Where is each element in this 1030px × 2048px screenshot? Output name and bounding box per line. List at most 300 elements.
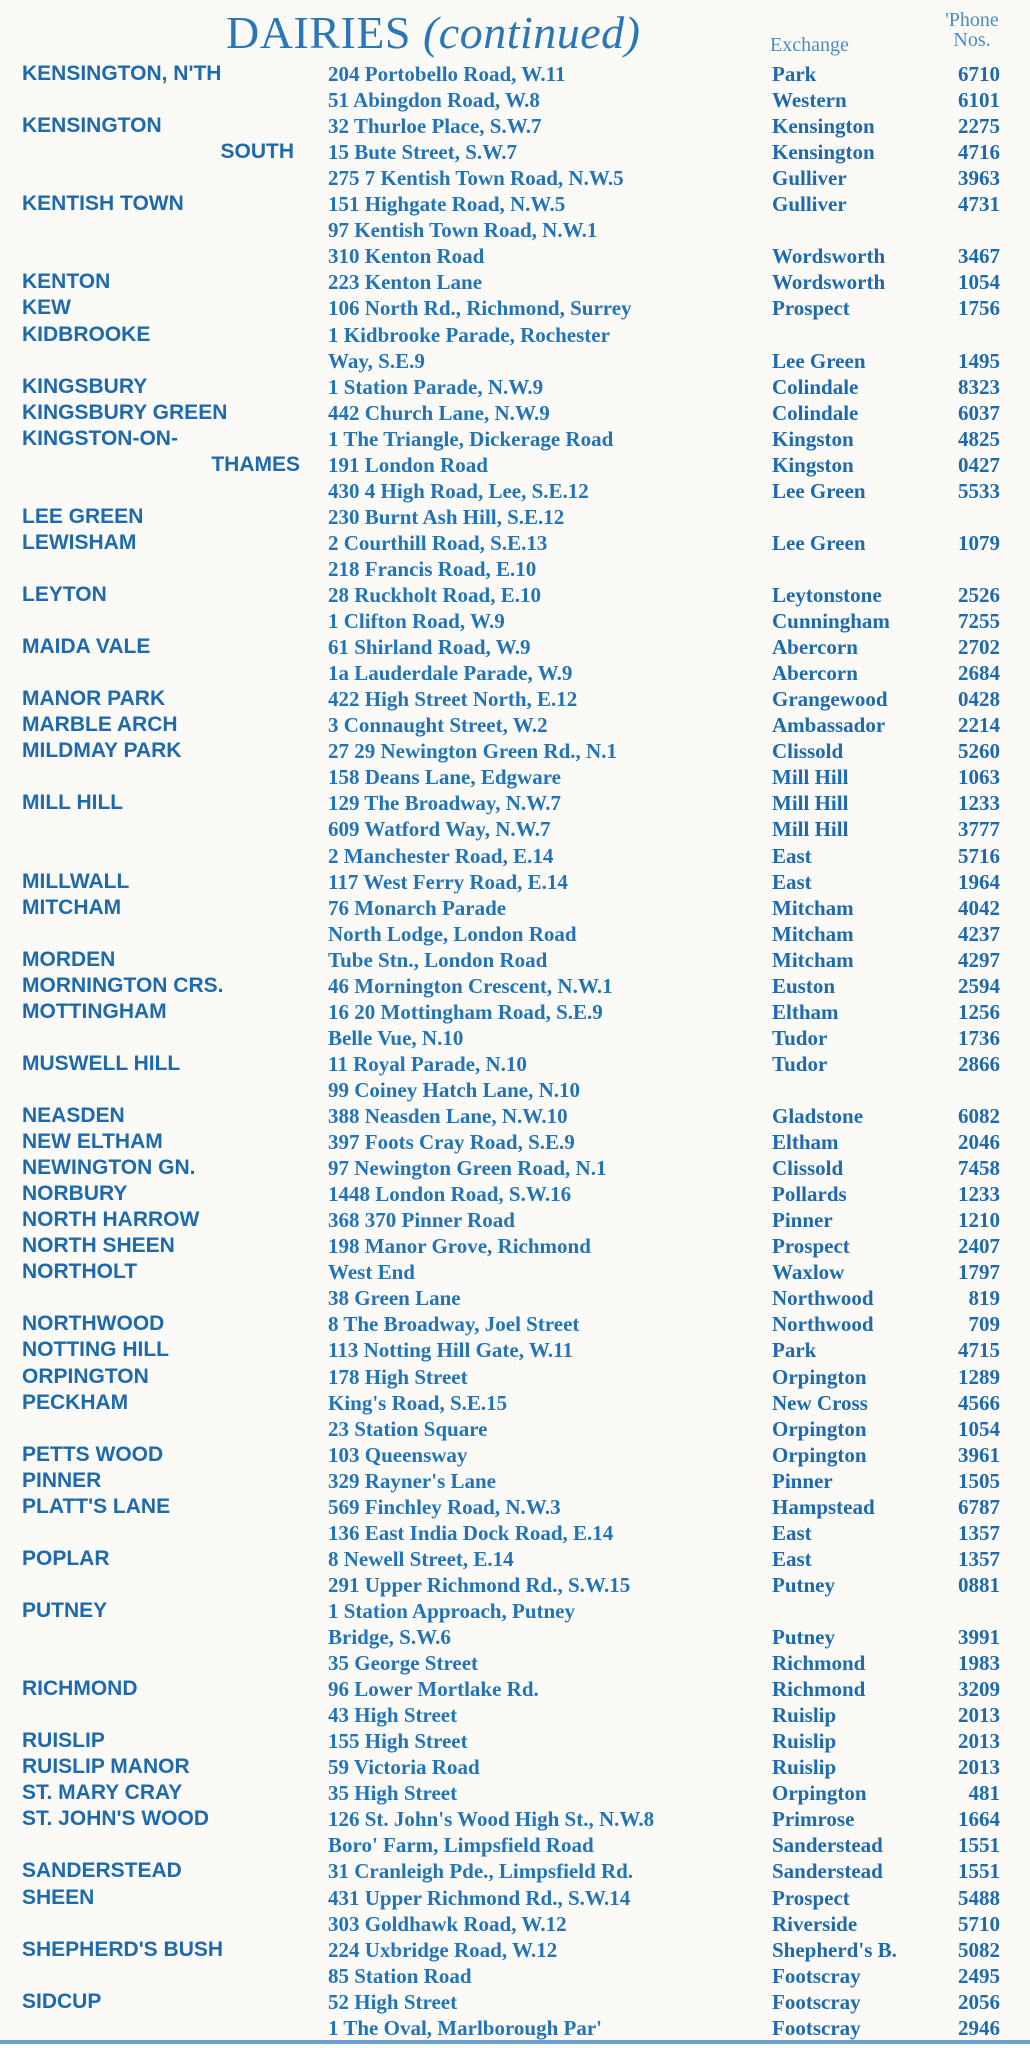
address: 35 George Street [328, 1651, 479, 1676]
phone-number: 4716 [958, 140, 1000, 165]
phone-number: 1233 [958, 1182, 1000, 1207]
table-row [0, 634, 1030, 660]
exchange: Footscray [772, 1963, 861, 1988]
exchange: Putney [772, 1625, 835, 1649]
exchange: Orpington [772, 1416, 867, 1441]
area-name: KIDBROOKE [22, 322, 151, 346]
area-name: NEASDEN [22, 1104, 125, 1127]
address: 430 4 High Road, Lee, S.E.12 [328, 478, 589, 503]
address: 96 Lower Mortlake Rd. [328, 1677, 539, 1702]
column-header-phone [932, 10, 1012, 50]
address: 59 Victoria Road [328, 1755, 480, 1780]
table-row [0, 1650, 1030, 1676]
exchange: Gladstone [772, 1104, 864, 1128]
phone-number: 1210 [958, 1208, 1000, 1233]
table-row [0, 556, 1030, 582]
phone-number: 1289 [958, 1364, 1000, 1389]
area-name: KINGSBURY [22, 374, 148, 398]
address: 1 Kidbrooke Parade, Rochester [328, 322, 610, 347]
table-row [0, 61, 1030, 87]
phone-number: 709 [968, 1312, 1000, 1337]
exchange: Lee Green [772, 478, 866, 503]
table-row [0, 1416, 1030, 1442]
table-row [0, 217, 1030, 243]
phone-number: 5488 [958, 1885, 1000, 1910]
table-row [0, 1494, 1030, 1520]
area-name: PLATT'S LANE [22, 1494, 171, 1518]
exchange: Northwood [772, 1312, 874, 1337]
exchange: East [772, 843, 812, 868]
phone-number: 1256 [958, 999, 1000, 1024]
exchange: Ruislip [772, 1755, 837, 1780]
address: 388 Neasden Lane, N.W.10 [328, 1104, 568, 1128]
address: 368 370 Pinner Road [328, 1208, 515, 1233]
table-row [0, 1442, 1030, 1468]
address: 16 20 Mottingham Road, S.E.9 [328, 999, 603, 1024]
phone-number: 2866 [958, 1051, 1000, 1076]
address: 218 Francis Road, E.10 [328, 556, 537, 581]
exchange: Tudor [772, 1025, 828, 1050]
area-name: SOUTH [220, 140, 294, 164]
area-name: SIDCUP [22, 1989, 102, 2013]
exchange: East [772, 869, 812, 894]
exchange: Euston [772, 973, 836, 998]
address: 43 High Street [328, 1703, 458, 1728]
table-row [0, 816, 1030, 842]
exchange: Prospect [772, 1234, 850, 1259]
address: 1 The Oval, Marlborough Par' [328, 2015, 602, 2040]
phone-number: 4042 [958, 895, 1000, 920]
phone-number: 1054 [958, 1416, 1000, 1441]
phone-number: 2407 [958, 1234, 1000, 1259]
address: 3 Connaught Street, W.2 [328, 713, 548, 738]
exchange: Abercorn [772, 635, 858, 660]
table-row [0, 504, 1030, 530]
exchange: Park [772, 62, 817, 86]
area-name: NORTHOLT [22, 1260, 138, 1284]
address: 609 Watford Way, N.W.7 [328, 817, 551, 842]
table-row [0, 322, 1030, 348]
phone-number: 2214 [958, 713, 1000, 738]
exchange: Pinner [772, 1208, 833, 1233]
area-name: ORPINGTON [22, 1364, 149, 1388]
area-name: MILL HILL [22, 791, 124, 815]
address: 1 Station Approach, Putney [328, 1598, 575, 1623]
address: 1 Clifton Road, W.9 [328, 609, 505, 634]
table-row [0, 1025, 1030, 1051]
address: 310 Kenton Road [328, 244, 485, 269]
address: 151 Highgate Road, N.W.5 [328, 192, 566, 217]
phone-number: 1551 [958, 1833, 1000, 1858]
table-row [0, 973, 1030, 999]
address: 85 Station Road [328, 1963, 472, 1988]
table-row [0, 426, 1030, 452]
area-name: NORTHWOOD [22, 1312, 165, 1336]
table-row [0, 1624, 1030, 1650]
phone-number: 4715 [958, 1338, 1000, 1363]
address: 27 29 Newington Green Rd., N.1 [328, 739, 617, 764]
address: 126 St. John's Wood High St., N.W.8 [328, 1807, 655, 1832]
phone-number: 819 [968, 1286, 1000, 1311]
table-row [0, 1754, 1030, 1780]
area-name: MORDEN [22, 947, 116, 971]
address: 223 Kenton Lane [328, 270, 483, 295]
phone-number: 2495 [958, 1963, 1000, 1988]
area-name: KINGSTON-ON- [22, 426, 178, 450]
address: 97 Kentish Town Road, N.W.1 [328, 218, 598, 243]
exchange: Grangewood [772, 687, 888, 712]
area-name: RICHMOND [22, 1677, 138, 1701]
phone-number: 1797 [958, 1260, 1000, 1285]
address: 155 High Street [328, 1729, 468, 1754]
address: Bridge, S.W.6 [328, 1625, 451, 1649]
exchange: Riverside [772, 1911, 858, 1936]
exchange: Sanderstead [772, 1833, 883, 1858]
phone-number: 1079 [958, 530, 1000, 555]
address: 291 Upper Richmond Rd., S.W.15 [328, 1572, 631, 1597]
area-name: MAIDA VALE [22, 635, 151, 659]
address: 51 Abingdon Road, W.8 [328, 88, 540, 113]
phone-number: 0427 [958, 452, 1000, 477]
exchange: Ambassador [772, 713, 886, 738]
area-name: SHEEN [22, 1885, 95, 1909]
area-name: NORTH SHEEN [22, 1234, 175, 1258]
exchange: Mill Hill [772, 791, 849, 816]
phone-number: 4825 [958, 426, 1000, 451]
phone-number: 1551 [958, 1859, 1000, 1884]
table-row [0, 1155, 1030, 1181]
table-row [0, 1572, 1030, 1598]
area-name: MILLWALL [22, 869, 130, 893]
phone-number: 5533 [958, 478, 1000, 503]
area-name: KENTISH TOWN [22, 192, 184, 216]
exchange: Leytonstone [772, 583, 882, 607]
exchange: Abercorn [772, 661, 858, 686]
area-name: MUSWELL HILL [22, 1051, 181, 1075]
table-row [0, 1963, 1030, 1989]
exchange: Prospect [772, 1885, 850, 1910]
table-row [0, 582, 1030, 608]
column-header-phone-line1: 'Phone [945, 9, 999, 31]
address: 178 High Street [328, 1364, 468, 1389]
phone-number: 5260 [958, 739, 1000, 764]
address: 46 Mornington Crescent, N.W.1 [328, 973, 613, 998]
area-name: KEW [22, 296, 71, 320]
column-header-exchange: Exchange [770, 34, 849, 56]
exchange: Clissold [772, 1156, 844, 1181]
table-row [0, 530, 1030, 556]
phone-number: 6037 [958, 400, 1000, 425]
area-name: NEWINGTON GN. [22, 1156, 196, 1180]
table-row [0, 1468, 1030, 1494]
phone-number: 4237 [958, 921, 1000, 946]
exchange: Sanderstead [772, 1859, 883, 1884]
exchange: Kensington [772, 140, 875, 165]
address: 1 Station Parade, N.W.9 [328, 374, 544, 399]
table-row [0, 1885, 1030, 1911]
table-row [0, 1676, 1030, 1702]
exchange: East [772, 1546, 812, 1571]
address: 113 Notting Hill Gate, W.11 [328, 1338, 574, 1363]
exchange: Hampstead [772, 1494, 875, 1519]
exchange: Richmond [772, 1677, 866, 1702]
exchange: Mill Hill [772, 765, 849, 790]
exchange: Mitcham [772, 947, 854, 972]
title-sub: (continued) [422, 7, 641, 58]
exchange: Eltham [772, 1130, 839, 1155]
phone-number: 4566 [958, 1390, 1000, 1415]
table-row [0, 139, 1030, 165]
phone-number: 2056 [958, 1989, 1000, 2014]
area-name: KINGSBURY GREEN [22, 400, 228, 424]
exchange: Western [772, 88, 847, 113]
phone-number: 481 [968, 1781, 1000, 1806]
address: 158 Deans Lane, Edgware [328, 765, 561, 790]
phone-number: 0428 [958, 687, 1000, 712]
table-row [0, 1937, 1030, 1963]
area-name: MITCHAM [22, 895, 122, 919]
exchange: Richmond [772, 1651, 866, 1676]
phone-number: 5710 [958, 1911, 1000, 1936]
table-row [0, 1103, 1030, 1129]
address: Boro' Farm, Limpsfield Road [328, 1833, 594, 1858]
table-row [0, 243, 1030, 269]
area-name: NOTTING HILL [22, 1338, 169, 1362]
phone-number: 1664 [958, 1807, 1000, 1832]
phone-number: 2684 [958, 661, 1000, 686]
exchange: Pollards [772, 1182, 847, 1207]
exchange: Wordsworth [772, 270, 886, 295]
table-row [0, 1520, 1030, 1546]
exchange: Clissold [772, 739, 844, 764]
address: 230 Burnt Ash Hill, S.E.12 [328, 504, 565, 529]
column-header-phone-line2: Nos. [953, 29, 991, 51]
phone-number: 1063 [958, 765, 1000, 790]
phone-number: 6710 [958, 62, 1000, 86]
phone-number: 1495 [958, 348, 1000, 373]
phone-number: 3991 [958, 1625, 1000, 1649]
phone-number: 6082 [958, 1104, 1000, 1128]
page-title [226, 6, 640, 59]
address: Tube Stn., London Road [328, 947, 548, 972]
area-name: PINNER [22, 1468, 102, 1492]
table-row [0, 1233, 1030, 1259]
area-name: KENSINGTON, N'TH [22, 62, 222, 85]
table-row [0, 843, 1030, 869]
table-row [0, 165, 1030, 191]
address: 191 London Road [328, 452, 488, 477]
table-row [0, 269, 1030, 295]
address: 136 East India Dock Road, E.14 [328, 1520, 614, 1545]
address: King's Road, S.E.15 [328, 1390, 508, 1415]
phone-number: 2946 [958, 2015, 1000, 2040]
table-row [0, 608, 1030, 634]
table-row [0, 1390, 1030, 1416]
phone-number: 0881 [958, 1572, 1000, 1597]
area-name: PETTS WOOD [22, 1442, 164, 1466]
address: 198 Manor Grove, Richmond [328, 1234, 591, 1259]
address: 28 Ruckholt Road, E.10 [328, 583, 541, 607]
address: 52 High Street [328, 1989, 458, 2014]
address: 8 Newell Street, E.14 [328, 1546, 514, 1571]
address: 8 The Broadway, Joel Street [328, 1312, 580, 1337]
address: 117 West Ferry Road, E.14 [328, 869, 568, 894]
table-row [0, 1207, 1030, 1233]
area-name: NORBURY [22, 1182, 128, 1206]
phone-number: 3961 [958, 1442, 1000, 1467]
address: North Lodge, London Road [328, 921, 577, 946]
exchange: Shepherd's B. [772, 1937, 897, 1962]
exchange: Tudor [772, 1051, 828, 1076]
address: 97 Newington Green Road, N.1 [328, 1156, 607, 1181]
exchange: Gulliver [772, 192, 847, 217]
phone-number: 2013 [958, 1755, 1000, 1780]
area-name: NEW ELTHAM [22, 1130, 163, 1154]
table-row [0, 869, 1030, 895]
area-name: LEYTON [22, 583, 107, 606]
address: 397 Foots Cray Road, S.E.9 [328, 1130, 575, 1155]
phone-number: 7458 [958, 1156, 1000, 1181]
table-row [0, 2015, 1030, 2041]
address: West End [328, 1260, 415, 1285]
table-row [0, 1832, 1030, 1858]
area-name: ST. MARY CRAY [22, 1781, 183, 1805]
exchange: Mill Hill [772, 817, 849, 842]
exchange: Kingston [772, 452, 854, 477]
exchange: East [772, 1520, 812, 1545]
table-row [0, 1911, 1030, 1937]
table-row [0, 1311, 1030, 1337]
table-row [0, 1989, 1030, 2015]
phone-number: 1983 [958, 1651, 1000, 1676]
table-row [0, 191, 1030, 217]
exchange: Waxlow [772, 1260, 845, 1285]
exchange: Cunningham [772, 609, 890, 634]
table-row [0, 764, 1030, 790]
table-row [0, 1181, 1030, 1207]
table-row [0, 686, 1030, 712]
address: 1448 London Road, S.W.16 [328, 1182, 572, 1207]
phone-number: 6101 [958, 88, 1000, 113]
table-row [0, 1364, 1030, 1390]
area-name: SHEPHERD'S BUSH [22, 1937, 224, 1961]
table-row [0, 1337, 1030, 1363]
address: 11 Royal Parade, N.10 [328, 1051, 527, 1076]
table-row [0, 947, 1030, 973]
table-row [0, 1259, 1030, 1285]
phone-number: 4297 [958, 947, 1000, 972]
exchange: Mitcham [772, 921, 854, 946]
address: Belle Vue, N.10 [328, 1025, 464, 1050]
phone-number: 2046 [958, 1130, 1000, 1155]
exchange: Park [772, 1338, 817, 1363]
phone-number: 1964 [958, 869, 1000, 894]
table-row [0, 348, 1030, 374]
area-name: SANDERSTEAD [22, 1859, 182, 1883]
address: 35 High Street [328, 1781, 458, 1806]
address: 31 Cranleigh Pde., Limpsfield Rd. [328, 1859, 634, 1884]
area-name: POPLAR [22, 1546, 110, 1570]
table-row [0, 113, 1030, 139]
address: 32 Thurloe Place, S.W.7 [328, 114, 542, 139]
table-row [0, 1598, 1030, 1624]
exchange: Ruislip [772, 1729, 837, 1754]
exchange: Wordsworth [772, 244, 886, 269]
area-name: LEE GREEN [22, 504, 144, 528]
address: 106 North Rd., Richmond, Surrey [328, 296, 632, 321]
area-name: MARBLE ARCH [22, 713, 178, 737]
table-row [0, 1728, 1030, 1754]
exchange: Ruislip [772, 1703, 837, 1728]
table-row [0, 374, 1030, 400]
phone-number: 7255 [958, 609, 1000, 634]
exchange: Mitcham [772, 895, 854, 920]
phone-number: 8323 [958, 374, 1000, 399]
table-row [0, 1129, 1030, 1155]
phone-number: 3467 [958, 244, 1000, 269]
table-row [0, 1702, 1030, 1728]
phone-number: 2526 [958, 583, 1000, 607]
area-name: MANOR PARK [22, 687, 166, 711]
table-row [0, 452, 1030, 478]
table-row [0, 87, 1030, 113]
table-row [0, 1285, 1030, 1311]
area-name: MOTTINGHAM [22, 999, 167, 1023]
exchange: Colindale [772, 374, 859, 399]
title-main: DAIRIES [226, 7, 411, 58]
area-name: MILDMAY PARK [22, 739, 182, 763]
table-row [0, 1858, 1030, 1884]
exchange: New Cross [772, 1390, 868, 1415]
address: 422 High Street North, E.12 [328, 687, 578, 712]
address: 61 Shirland Road, W.9 [328, 635, 531, 660]
area-name: RUISLIP [22, 1729, 105, 1753]
area-name: PECKHAM [22, 1390, 129, 1414]
phone-number: 4731 [958, 192, 1000, 217]
exchange: Prospect [772, 296, 850, 321]
address: 1 The Triangle, Dickerage Road [328, 426, 614, 451]
address: 76 Monarch Parade [328, 895, 507, 920]
address: 1a Lauderdale Parade, W.9 [328, 661, 573, 686]
area-name: NORTH HARROW [22, 1208, 200, 1232]
area-name: LEWISHAM [22, 530, 137, 554]
exchange: Primrose [772, 1807, 855, 1832]
table-row [0, 895, 1030, 921]
phone-number: 3777 [958, 817, 1000, 842]
exchange: Kingston [772, 426, 854, 451]
exchange: Colindale [772, 400, 859, 425]
phone-number: 3209 [958, 1677, 1000, 1702]
address: 129 The Broadway, N.W.7 [328, 791, 561, 816]
phone-number: 2275 [958, 114, 1000, 139]
table-row [0, 1077, 1030, 1103]
table-row [0, 921, 1030, 947]
address: 431 Upper Richmond Rd., S.W.14 [328, 1885, 631, 1910]
phone-number: 1736 [958, 1025, 1000, 1050]
table-row [0, 1780, 1030, 1806]
exchange: Footscray [772, 2015, 861, 2040]
phone-number: 1233 [958, 791, 1000, 816]
area-name: THAMES [211, 452, 300, 476]
area-name: PUTNEY [22, 1598, 108, 1622]
area-name: KENSINGTON [22, 114, 162, 138]
phone-number: 6787 [958, 1494, 1000, 1519]
address: 15 Bute Street, S.W.7 [328, 140, 517, 165]
table-row [0, 712, 1030, 738]
phone-number: 1357 [958, 1546, 1000, 1571]
address: 2 Courthill Road, S.E.13 [328, 530, 548, 555]
address: 23 Station Square [328, 1416, 488, 1441]
